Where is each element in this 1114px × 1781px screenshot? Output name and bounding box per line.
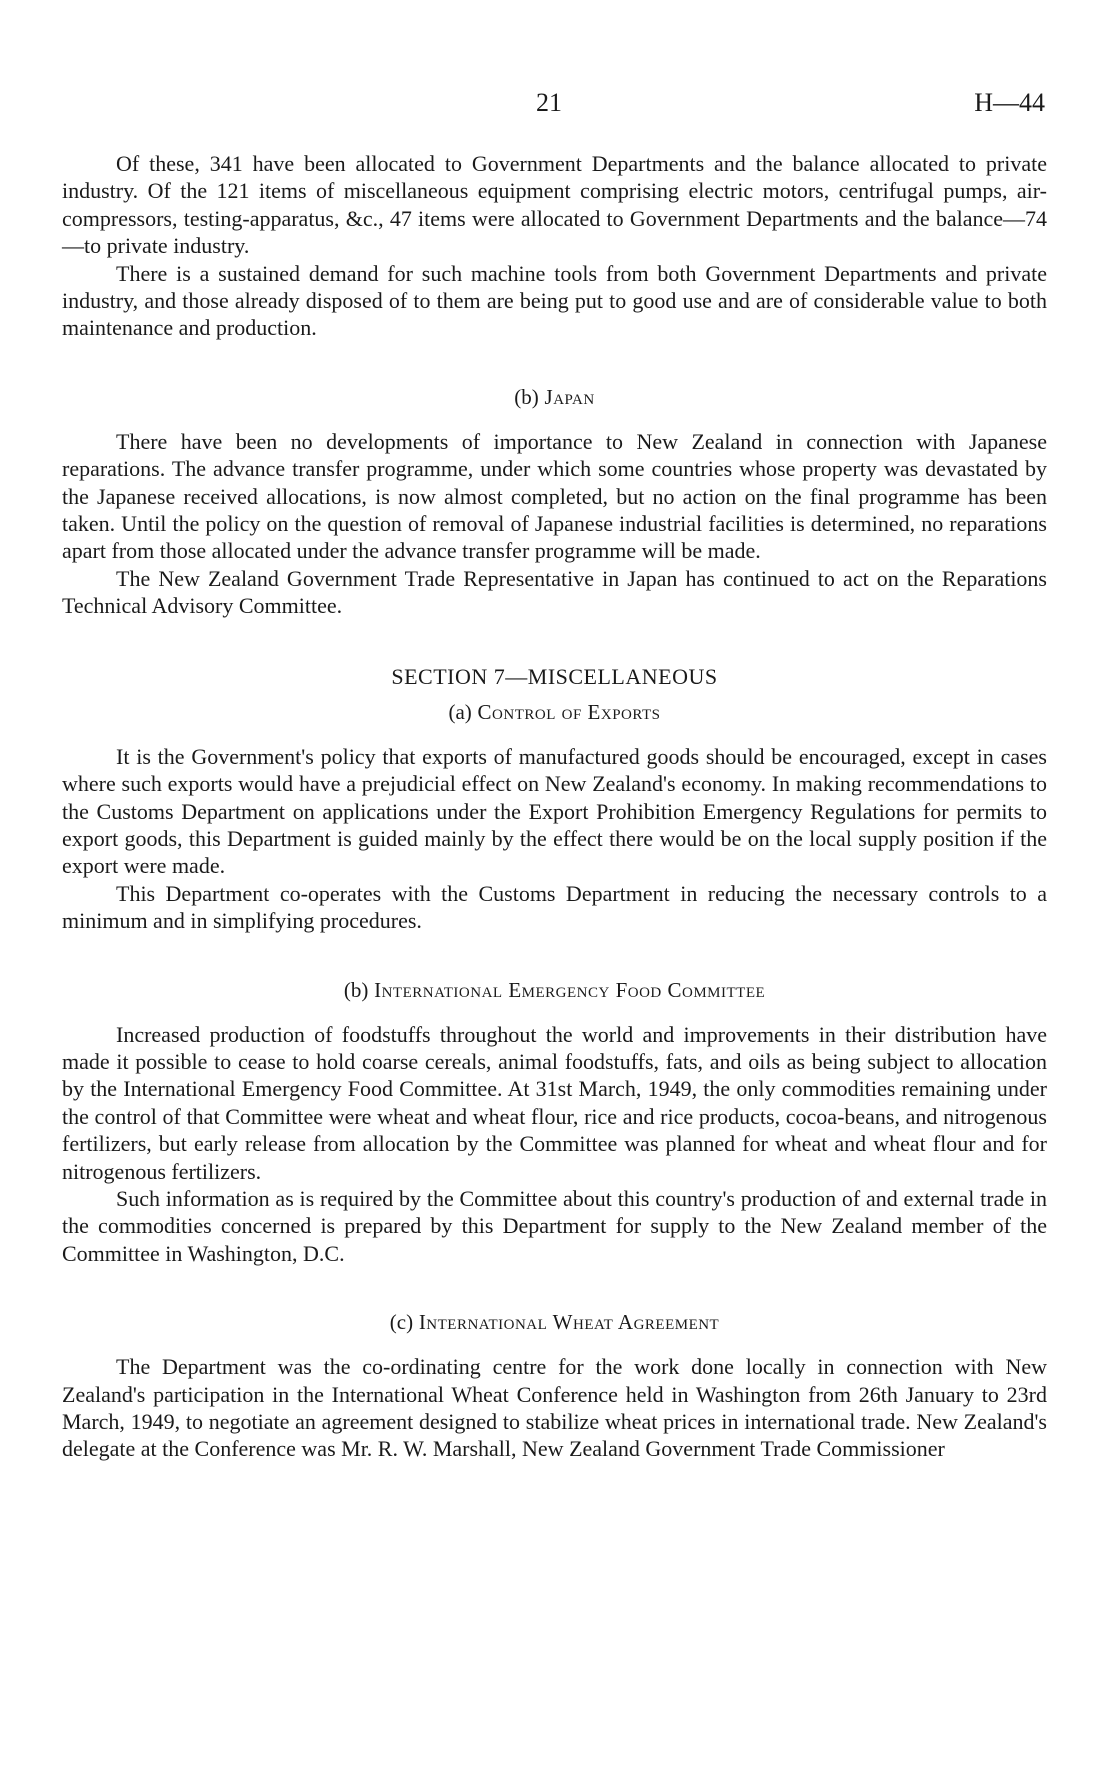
document-page: [62, 88, 1047, 1463]
paragraph-japan-trade-representative: The New Zealand Government Trade Representative in Japan has continued to act on the Reparations Technical Advisory Committee.: [62, 565, 1047, 619]
subsection-heading-food-committee: [62, 978, 1047, 1003]
subsection-heading-control-of-exports: [62, 700, 1047, 725]
page-header: [62, 88, 1047, 128]
paragraph-machine-tool-demand: There is a sustained demand for such machine tools from both Government Departments and private industry, and those already disposed of to them are being put to good use and are of considerable value to both maintenance and production.: [62, 260, 1047, 341]
subsection-title: International Emergency Food Committee: [374, 977, 766, 1002]
paragraph-committee-information: Such information as is required by the Committee about this country's production of and external trade in the commodities concerned is prepared by this Department for supply to the New Zealand member of the Committee in Washington, D.C.: [62, 1185, 1047, 1266]
paragraph-customs-cooperation: This Department co-operates with the Customs Department in reducing the necessary controls to a minimum and in simplifying procedures.: [62, 880, 1047, 934]
subsection-letter: (a): [448, 699, 472, 724]
paragraph-export-policy: It is the Government's policy that exports of manufactured goods should be encouraged, except in cases where such exports would have a prejudicial effect on New Zealand's economy. In making recommendations to the Customs Department on applications under the Export Prohibition Emergency Regulations for permits to export goods, this Department is guided mainly by the effect there would be on the local supply position if the export were made.: [62, 743, 1047, 879]
subsection-letter: (c): [389, 1310, 414, 1335]
section-heading-miscellaneous: SECTION 7—MISCELLANEOUS: [391, 663, 718, 689]
page-number: 21: [536, 88, 562, 117]
subsection-letter: (b): [343, 977, 369, 1002]
subsection-letter: (b): [514, 384, 539, 409]
subsection-title: Japan: [544, 384, 595, 409]
subsection-heading-japan: [62, 385, 1047, 410]
subsection-heading-wheat-agreement: [62, 1310, 1047, 1335]
paragraph-wheat-conference: The Department was the co-ordinating centre for the work done locally in connection with New Zealand's participation in the International Wheat Conference held in Washington from 26th January to 23rd March, 1949, to negotiate an agreement designed to stabilize wheat prices in international trade. New Zealand's delegate at the Conference was Mr. R. W. Marshall, New Zealand Government Trade Commissioner: [62, 1354, 1047, 1462]
subsection-title: International Wheat Agreement: [418, 1310, 720, 1335]
paragraph-food-allocation: Increased production of foodstuffs throughout the world and improvements in their distribution have made it possible to cease to hold coarse cereals, animal foodstuffs, fats, and oils as being subject to allocation by the International Emergency Food Committee. At 31st March, 1949, the only commodities remaining under the control of that Committee were wheat and wheat flour, rice and rice products, cocoa-beans, and nitrogenous fertilizers, but early release from allocation by the Committee was planned for wheat and wheat flour and for nitrogenous fertilizers.: [62, 1021, 1047, 1184]
paragraph-allocation-summary: Of these, 341 have been allocated to Government Departments and the balance allocated to private industry. Of the 121 items of miscellaneous equipment comprising electric motors, centrifugal pumps, air-compressors, testing-apparatus, &c., 47 items were allocated to Government Departments and the balance—74—to private industry.: [62, 151, 1047, 259]
paragraph-japan-reparations: There have been no developments of importance to New Zealand in connection with Japanese reparations. The advance transfer programme, under which some countries whose property was devastated by the Japanese received allocations, is now almost completed, but no action on the final programme has been taken. Until the policy on the question of removal of Japanese industrial facilities is determined, no reparations apart from those allocated under the advance transfer programme will be made.: [62, 428, 1047, 564]
document-code: H—44: [974, 88, 1045, 117]
subsection-title: Control of Exports: [477, 699, 661, 724]
